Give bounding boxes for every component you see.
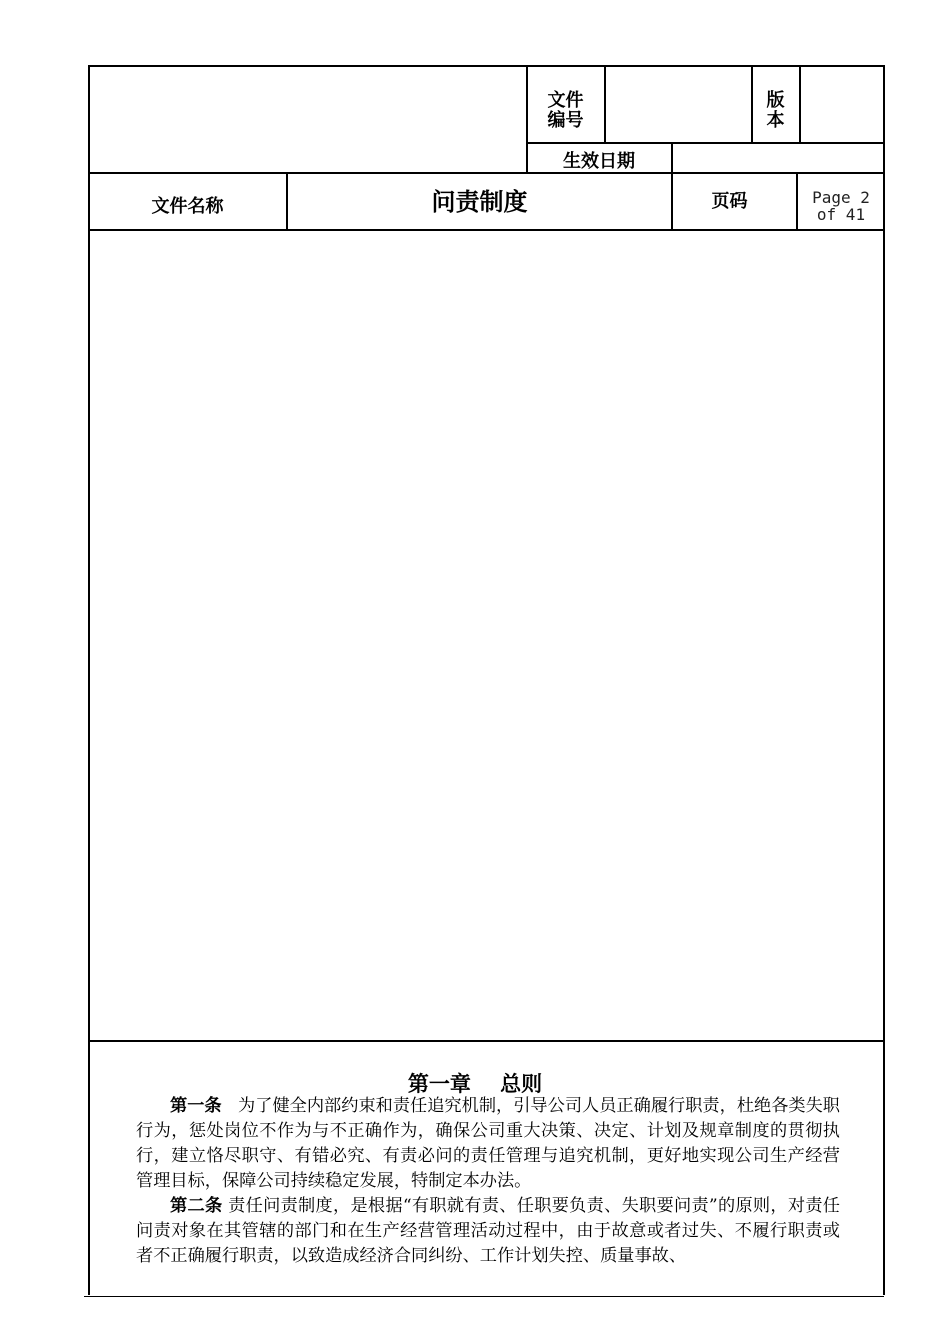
frame-left xyxy=(88,65,90,1295)
article-2 xyxy=(136,1194,840,1269)
file-name-value: 问责制度 xyxy=(431,188,528,216)
article-label: 第一条 xyxy=(170,1096,222,1116)
article-text: 责任问责制度，是根据“有职就有责、任职要负责、失职要问责”的原则，对责任问责对象在其管辖的部门和在生产经营管理活动过程中，由于故意或者过失、不履行职责或者不正确履行职责，以致造成经济合同纠纷、工作计划失控、质量事故、 xyxy=(136,1196,840,1266)
frame-bottom xyxy=(84,1296,884,1297)
divider xyxy=(526,142,884,144)
chapter-title: 第一章 总则 xyxy=(407,1072,543,1096)
article-label: 第二条 xyxy=(170,1196,223,1216)
body-text xyxy=(136,1094,840,1269)
divider xyxy=(799,65,801,143)
divider xyxy=(671,142,673,173)
divider xyxy=(88,172,885,174)
page-number: Page 2 of 41 xyxy=(812,188,870,224)
page-label: 页码 xyxy=(711,191,748,212)
frame-top xyxy=(88,65,885,67)
frame-right xyxy=(883,65,885,1295)
divider xyxy=(88,1040,885,1042)
effective-date-label: 生效日期 xyxy=(563,151,635,172)
file-name-label: 文件名称 xyxy=(151,196,224,217)
article-1 xyxy=(136,1094,840,1194)
file-number-label: 文件 编号 xyxy=(547,90,584,131)
divider xyxy=(88,229,885,231)
divider xyxy=(604,65,606,143)
version-label: 版 本 xyxy=(766,90,785,131)
article-text: 为了健全内部约束和责任追究机制，引导公司人员正确履行职责，杜绝各类失职行为，惩处岗位不作为与不正确作为，确保公司重大决策、决定、计划及规章制度的贯彻执行，建立恪尽职守、有错必究、有责必问的责任管理与追究机制，更好地实现公司生产经营管理目标，保障公司持续稳定发展，特制定本办法。 xyxy=(136,1096,840,1191)
